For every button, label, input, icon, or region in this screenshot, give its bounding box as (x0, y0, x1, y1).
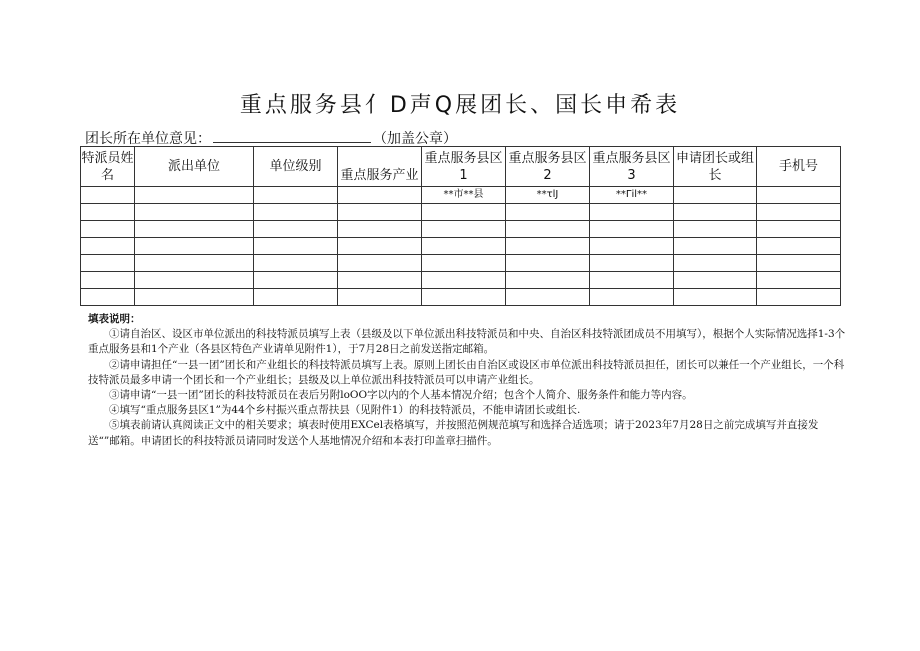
instruction-item: ②请申请担任“一县一团”团长和产业组长的科技特派员填写上表。原则上团长由自治区或设区市单位派出科技特派员担任，团长可以兼任一个产业组长，一个科技特派员最多申请一个团长和一个产业组长；县级及以上单位派出科技特派员可以申请产业组长。 (88, 358, 845, 386)
table-cell[interactable] (506, 255, 590, 272)
table-cell[interactable]: **市**县 (422, 187, 506, 204)
table-cell[interactable] (757, 255, 841, 272)
unit-opinion-line (85, 128, 457, 148)
table-cell[interactable] (81, 289, 135, 306)
header-county-1: 重点服务县区1 (422, 147, 506, 187)
table-cell[interactable] (254, 204, 338, 221)
table-header-row (81, 147, 841, 187)
table-cell[interactable] (81, 238, 135, 255)
table-cell[interactable] (674, 238, 757, 255)
header-unit-level: 单位级别 (254, 147, 338, 187)
table-cell[interactable] (506, 221, 590, 238)
table-cell[interactable] (338, 238, 422, 255)
table-row-example (81, 187, 841, 204)
instruction-item: ⑤填表前请认真阅读正文中的相关要求；填表时使用EXCel表格填写，并按照范例规范填写和选择合适选项；请于2023年7月28日之前完成填写并直接发送“”邮箱。申请团长的科技特派员请同时发送个人基地情况介绍和本表打印盖章扫描件。 (88, 419, 819, 447)
table-cell[interactable] (135, 255, 254, 272)
table-cell[interactable] (590, 272, 674, 289)
table-cell[interactable] (338, 187, 422, 204)
header-dispatch-unit: 派出单位 (135, 147, 254, 187)
table-cell[interactable] (590, 255, 674, 272)
table-cell[interactable] (422, 221, 506, 238)
table-cell[interactable] (674, 187, 757, 204)
table-cell[interactable] (338, 221, 422, 238)
table-row (81, 255, 841, 272)
table-cell[interactable] (506, 272, 590, 289)
unit-opinion-blank (213, 129, 371, 143)
form-instructions (88, 312, 848, 449)
table-cell[interactable] (254, 289, 338, 306)
table-cell[interactable] (422, 238, 506, 255)
table-cell[interactable] (254, 255, 338, 272)
table-cell[interactable] (757, 289, 841, 306)
table-cell[interactable] (135, 272, 254, 289)
instruction-item: ④填写“重点服务县区1”为44个乡村振兴重点帮扶县（见附件1）的科技特派员，不能申请团长或组长. (109, 404, 581, 417)
table-cell[interactable] (674, 204, 757, 221)
table-row (81, 272, 841, 289)
table-cell[interactable] (81, 187, 135, 204)
header-county-2: 重点服务县区2 (506, 147, 590, 187)
table-cell[interactable] (757, 272, 841, 289)
table-cell[interactable] (590, 238, 674, 255)
table-cell[interactable] (506, 289, 590, 306)
table-cell[interactable] (590, 289, 674, 306)
form-title: 重点服务县亻D声Q展团长、国长申希表 (239, 93, 681, 118)
table-cell[interactable] (674, 289, 757, 306)
table-cell[interactable] (254, 272, 338, 289)
table-cell[interactable] (590, 221, 674, 238)
table-row (81, 238, 841, 255)
table-cell[interactable] (422, 272, 506, 289)
table-cell[interactable] (81, 221, 135, 238)
table-cell[interactable] (81, 204, 135, 221)
table-cell[interactable] (81, 272, 135, 289)
table-cell[interactable] (674, 255, 757, 272)
table-row (81, 221, 841, 238)
header-phone: 手机号 (757, 147, 841, 187)
table-cell[interactable]: **Γil** (590, 187, 674, 204)
header-apply-role: 申请团长或组长 (674, 147, 757, 187)
instruction-item: ①请自治区、设区市单位派出的科技特派员填写上表（县级及以下单位派出科技特派员和中央、自治区科技特派团成员不用填写），根据个人实际情况选择1-3个重点服务县和1个产业（各县区特色产业请单见附件1），于7月28日之前发送指定邮箱。 (88, 328, 846, 356)
table-cell[interactable] (135, 238, 254, 255)
table-cell[interactable] (757, 187, 841, 204)
table-cell[interactable] (422, 289, 506, 306)
table-cell[interactable] (338, 204, 422, 221)
table-cell[interactable] (254, 221, 338, 238)
header-county-3: 重点服务县区3 (590, 147, 674, 187)
application-table (80, 146, 841, 306)
table-cell[interactable] (674, 272, 757, 289)
table-row (81, 204, 841, 221)
table-cell[interactable] (338, 289, 422, 306)
seal-note: （加盖公章） (373, 131, 457, 147)
table-cell[interactable] (135, 204, 254, 221)
unit-opinion-label: 团长所在单位意见： (85, 131, 211, 147)
table-cell[interactable] (757, 238, 841, 255)
table-cell[interactable] (135, 289, 254, 306)
table-cell[interactable] (422, 204, 506, 221)
table-cell[interactable] (135, 221, 254, 238)
instruction-item: ③请申请“一县一团”团长的科技特派员在表后另附loOO字以内的个人基本情况介绍；包含个人简介、服务条件和能力等内容。 (109, 389, 693, 402)
table-cell[interactable]: **τlJ (506, 187, 590, 204)
table-cell[interactable] (757, 221, 841, 238)
table-cell[interactable] (506, 204, 590, 221)
instructions-label: 填表说明： (88, 313, 141, 325)
table-cell[interactable] (674, 221, 757, 238)
table-cell[interactable] (338, 255, 422, 272)
table-cell[interactable] (254, 238, 338, 255)
header-industry: 重点服务产业 (338, 147, 422, 187)
table-cell[interactable] (81, 255, 135, 272)
table-cell[interactable] (757, 204, 841, 221)
table-cell[interactable] (254, 187, 338, 204)
header-name: 特派员姓名 (81, 147, 135, 187)
table-cell[interactable] (506, 238, 590, 255)
table-cell[interactable] (135, 187, 254, 204)
table-row (81, 289, 841, 306)
table-cell[interactable] (422, 255, 506, 272)
table-cell[interactable] (590, 204, 674, 221)
table-cell[interactable] (338, 272, 422, 289)
